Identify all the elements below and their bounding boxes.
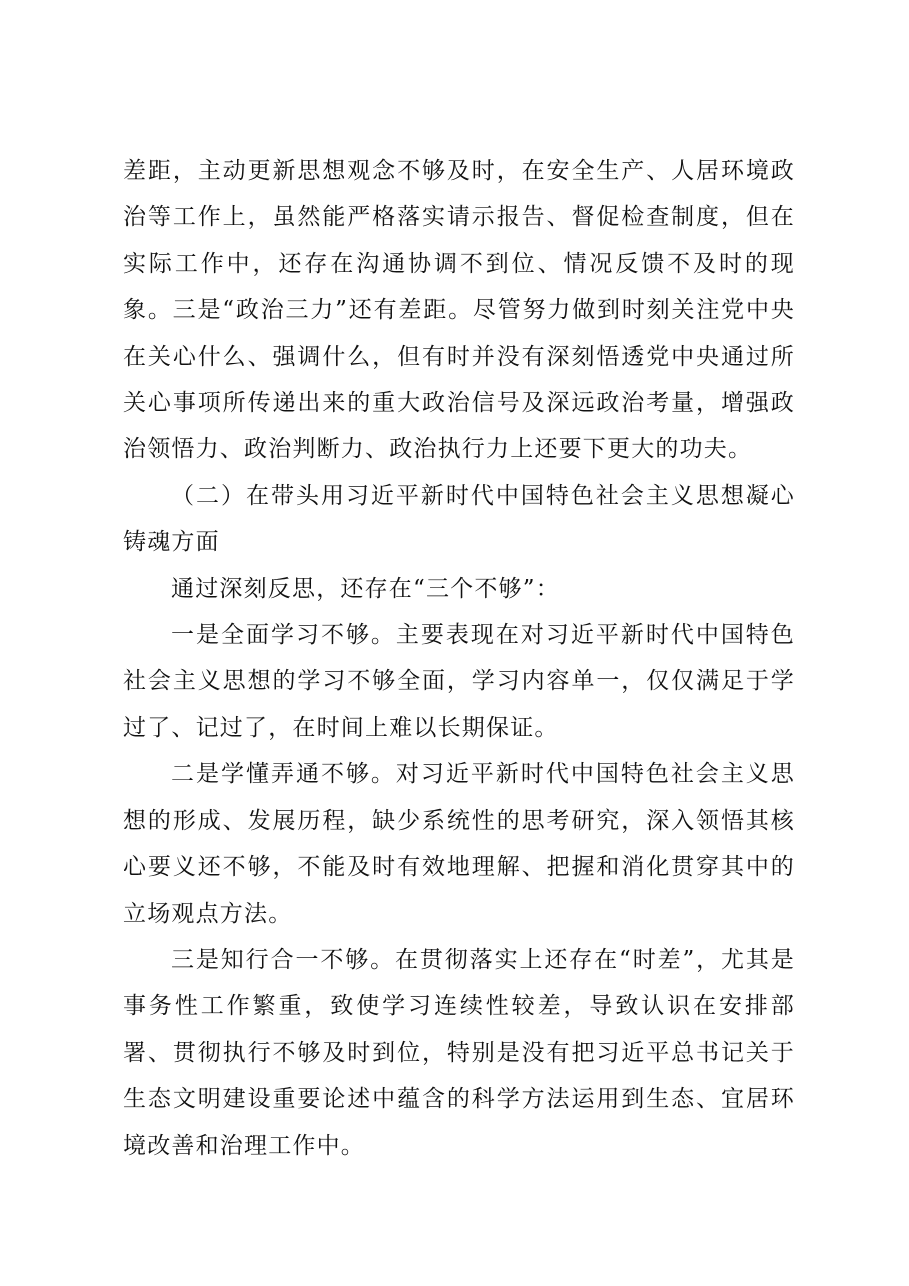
paragraph-continuation: 差距，主动更新思想观念不够及时，在安全生产、人居环境政治等工作上，虽然能严格落实请示报告、督促检查制度，但在实际工作中，还存在沟通协调不到位、情况反馈不及时的现象。三是“政治三力”还有差距。尽管努力做到时刻关注党中央在关心什么、强调什么，但有时并没有深刻悟透党中央通过所关心事项所传递出来的重大政治信号及深远政治考量，增强政治领悟力、政治判断力、政治执行力上还要下更大的功夫。	[123, 158, 795, 463]
document-page	[123, 148, 795, 1169]
section-heading: （二）在带头用习近平新时代中国特色社会主义思想凝心铸魂方面	[123, 482, 795, 556]
paragraph-point-three: 三是知行合一不够。在贯彻落实上还存在“时差”，尤其是事务性工作繁重，致使学习连续性较差，导致认识在安排部署、贯彻执行不够及时到位，特别是没有把习近平总书记关于生态文明建设重要论述中蕴含的科学方法运用到生态、宜居环境改善和治理工作中。	[123, 946, 795, 1159]
paragraph-intro: 通过深刻反思，还存在“三个不够”：	[171, 575, 560, 602]
paragraph-point-two: 二是学懂弄通不够。对习近平新时代中国特色社会主义思想的形成、发展历程，缺少系统性的思考研究，深入领悟其核心要义还不够，不能及时有效地理解、把握和消化贯穿其中的立场观点方法。	[123, 761, 795, 927]
paragraph-point-one: 一是全面学习不够。主要表现在对习近平新时代中国特色社会主义思想的学习不够全面，学习内容单一，仅仅满足于学过了、记过了，在时间上难以长期保证。	[123, 622, 795, 741]
